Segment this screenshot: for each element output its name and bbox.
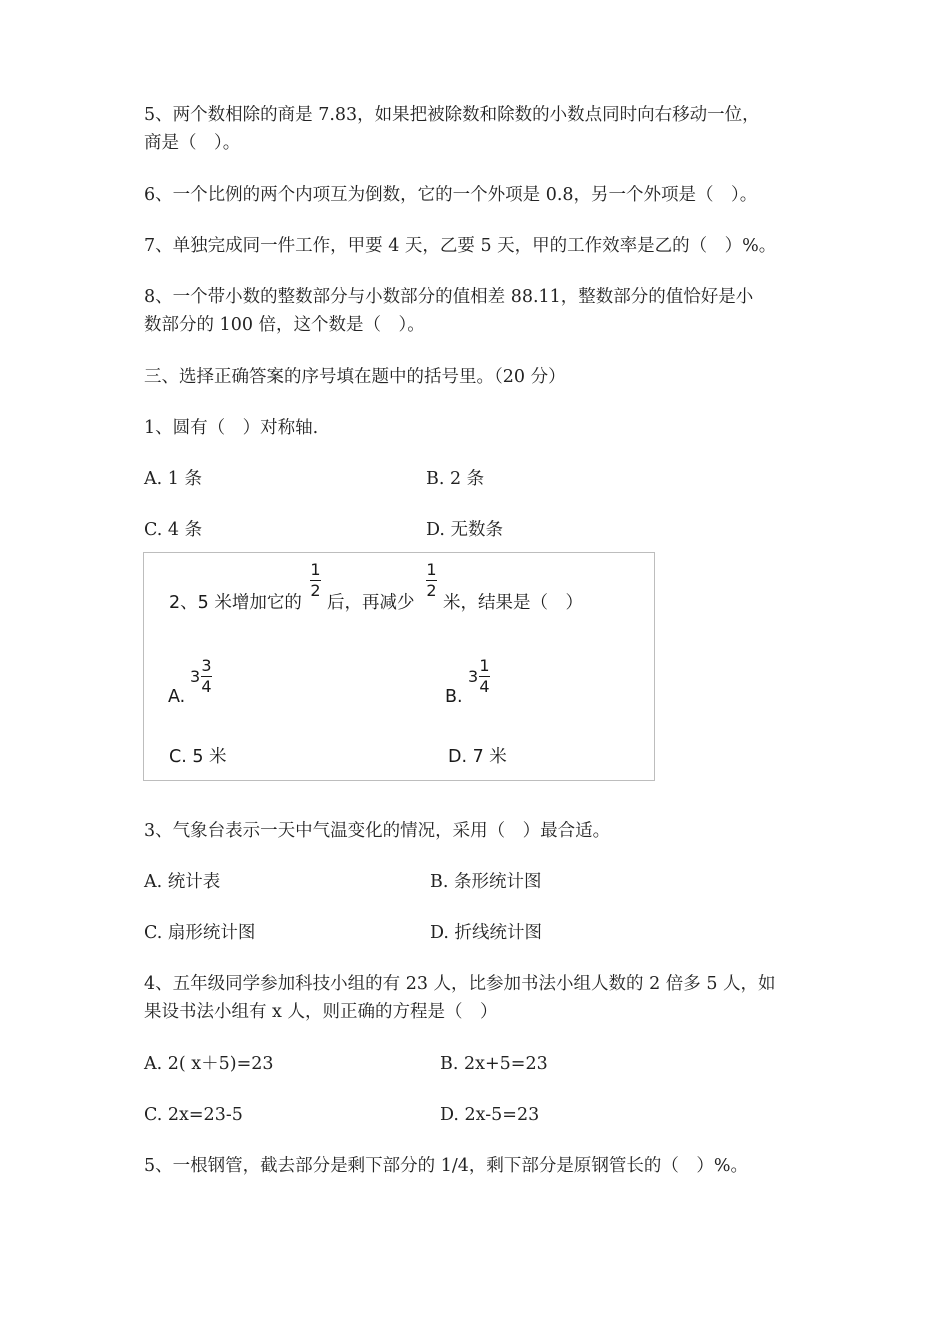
choice-q2-option-b-whole: 3 bbox=[468, 667, 479, 686]
choice-q4-stem-line-2: 果设书法小组有 x 人，则正确的方程是（ ） bbox=[144, 1002, 498, 1022]
choice-q4-option-b: B. 2x+5=23 bbox=[440, 1054, 548, 1074]
choice-q1-option-a: A. 1 条 bbox=[144, 469, 202, 489]
fraction-one-half-second bbox=[426, 561, 437, 600]
choice-q2-option-b-label: B. bbox=[445, 687, 463, 707]
fraction-numerator: 1 bbox=[479, 656, 490, 675]
choice-q3-option-d: D. 折线统计图 bbox=[430, 923, 543, 943]
choice-q4-option-d: D. 2x-5=23 bbox=[440, 1105, 540, 1125]
question-6: 6、一个比例的两个内项互为倒数，它的一个外项是 0.8，另一个外项是（ ）。 bbox=[144, 185, 758, 205]
choice-q2-option-a-whole: 3 bbox=[190, 667, 201, 686]
choice-q1-option-d: D. 无数条 bbox=[426, 520, 504, 540]
question-2-image-box bbox=[143, 552, 655, 781]
choice-q4-stem-line-1: 4、五年级同学参加科技小组的有 23 人，比参加书法小组人数的 2 倍多 5 人，如 bbox=[144, 974, 776, 994]
choice-q3-option-b: B. 条形统计图 bbox=[430, 872, 542, 892]
fraction-one-half bbox=[310, 561, 321, 600]
fraction-numerator: 3 bbox=[201, 656, 212, 675]
fraction-denominator: 4 bbox=[201, 677, 212, 696]
choice-q2-option-d: D. 7 米 bbox=[448, 747, 507, 767]
choice-q5-stem: 5、一根钢管，截去部分是剩下部分的 1/4，剩下部分是原钢管长的（ ）%。 bbox=[144, 1156, 748, 1176]
choice-q2-option-a-fraction bbox=[201, 657, 212, 696]
choice-q2-stem-middle: 后，再减少 bbox=[327, 593, 415, 613]
choice-q3-option-c: C. 扇形统计图 bbox=[144, 923, 256, 943]
choice-q2-option-a-label: A. bbox=[168, 687, 186, 707]
section-3-title: 三、选择正确答案的序号填在题中的括号里。（20 分） bbox=[144, 367, 566, 387]
choice-q3-option-a: A. 统计表 bbox=[144, 872, 221, 892]
choice-q2-option-b-fraction bbox=[479, 657, 490, 696]
choice-q4-option-c: C. 2x=23-5 bbox=[144, 1105, 243, 1125]
fraction-numerator: 1 bbox=[310, 560, 321, 579]
fraction-denominator: 2 bbox=[310, 581, 321, 600]
question-7: 7、单独完成同一件工作，甲要 4 天，乙要 5 天，甲的工作效率是乙的（ ）%。 bbox=[144, 236, 777, 256]
choice-q2-stem-prefix: 2、5 米增加它的 bbox=[169, 593, 302, 613]
choice-q2-stem-suffix: 米，结果是（ ） bbox=[443, 593, 583, 613]
question-8-line-2: 数部分的 100 倍，这个数是（ ）。 bbox=[144, 315, 425, 335]
question-5-line-1: 5、两个数相除的商是 7.83，如果把被除数和除数的小数点同时向右移动一位， bbox=[144, 105, 760, 125]
choice-q4-option-a: A. 2( x＋5)=23 bbox=[144, 1054, 274, 1074]
fraction-denominator: 2 bbox=[426, 581, 437, 600]
fraction-numerator: 1 bbox=[426, 560, 437, 579]
choice-q3-stem: 3、气象台表示一天中气温变化的情况，采用（ ）最合适。 bbox=[144, 821, 611, 841]
choice-q1-option-c: C. 4 条 bbox=[144, 520, 203, 540]
question-8-line-1: 8、一个带小数的整数部分与小数部分的值相差 88.11，整数部分的值恰好是小 bbox=[144, 287, 754, 307]
fraction-denominator: 4 bbox=[479, 677, 490, 696]
choice-q1-stem: 1、圆有（ ）对称轴. bbox=[144, 418, 319, 438]
choice-q1-option-b: B. 2 条 bbox=[426, 469, 485, 489]
choice-q2-option-c: C. 5 米 bbox=[169, 747, 227, 767]
question-5-line-2: 商是（ ）。 bbox=[144, 133, 241, 153]
